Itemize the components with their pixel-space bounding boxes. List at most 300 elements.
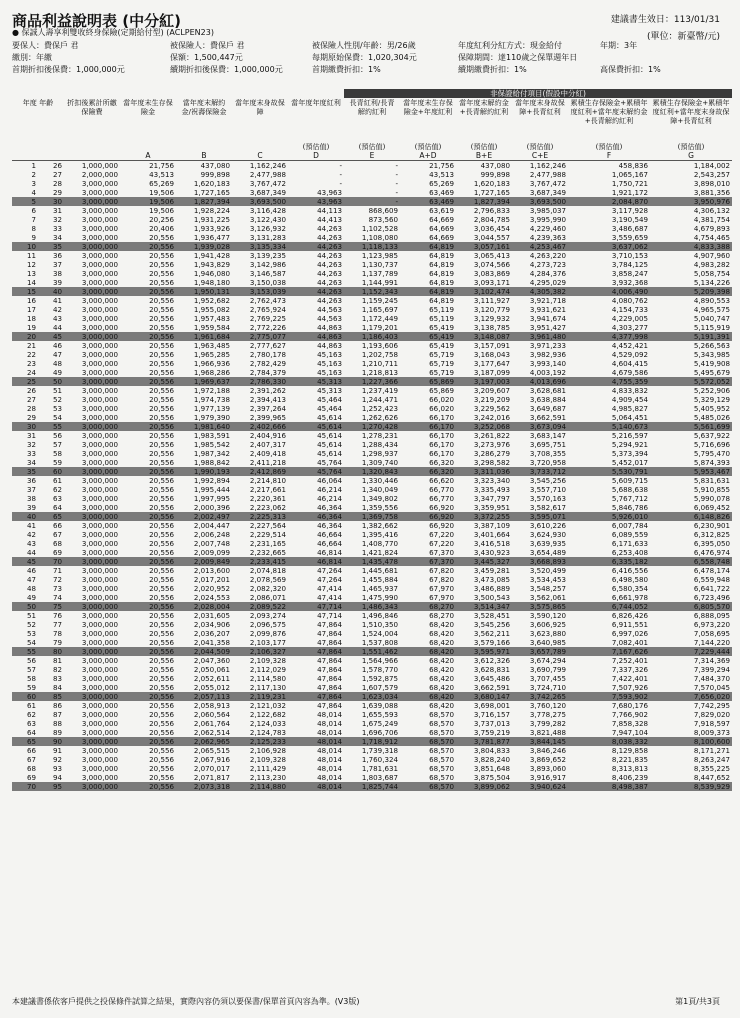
value-cell: 64,669: [429, 233, 454, 242]
value-cell: 66,020: [429, 395, 454, 404]
value-cell: 3,044,557: [473, 233, 510, 242]
policy-year-cell: 29: [26, 413, 36, 422]
value-cell: 7,484,370: [693, 674, 730, 683]
value-cell: 3,000,000: [81, 476, 118, 485]
column-letter: C: [257, 151, 263, 160]
value-cell: 3,649,687: [529, 404, 566, 413]
value-cell: 65,269: [429, 179, 454, 188]
age-cell: 43: [52, 314, 62, 323]
value-cell: 1,486,343: [344, 602, 400, 611]
value-cell: 1,992,894: [193, 476, 230, 485]
value-cell: 2,052,611: [193, 674, 230, 683]
age-cell: 87: [52, 710, 62, 719]
value-cell: 3,579,166: [473, 638, 510, 647]
value-cell: 45,464: [317, 395, 342, 404]
policy-year-cell: 70: [12, 782, 38, 791]
value-cell: 5,064,451: [611, 413, 648, 422]
value-cell: 3,000,000: [81, 260, 118, 269]
value-cell: 4,983,282: [693, 260, 730, 269]
value-cell: 3,372,255: [456, 512, 512, 521]
value-cell: 47,864: [317, 665, 342, 674]
value-cell: 46,814: [288, 557, 344, 566]
value-cell: 45,764: [288, 467, 344, 476]
age-cell: 29: [52, 188, 62, 197]
value-cell: 5,795,470: [693, 449, 730, 458]
value-cell: 66,770: [429, 485, 454, 494]
policy-year-cell: 8: [31, 224, 36, 233]
value-cell: 20,556: [149, 368, 174, 377]
policy-year-cell: 31: [26, 431, 36, 440]
value-cell: 63,469: [429, 188, 454, 197]
value-cell: 2,070,017: [193, 764, 230, 773]
value-cell: 6,888,095: [693, 611, 730, 620]
value-cell: 3,720,958: [529, 458, 566, 467]
value-cell: 2,233,415: [232, 557, 288, 566]
value-cell: 20,556: [120, 782, 176, 791]
value-cell: 20,556: [120, 557, 176, 566]
value-cell: 3,000,000: [81, 359, 118, 368]
value-cell: 3,995,990: [529, 215, 566, 224]
value-cell: 1,939,028: [176, 242, 232, 251]
value-cell: 44,863: [317, 323, 342, 332]
table-row: [12, 305, 732, 314]
value-cell: 3,916,917: [529, 773, 566, 782]
value-cell: 68,420: [429, 683, 454, 692]
value-cell: 20,256: [149, 215, 174, 224]
column-letter: C+E: [531, 151, 549, 160]
policy-year-cell: 67: [26, 755, 36, 764]
value-cell: 3,637,062: [568, 242, 650, 251]
policy-year-cell: 32: [26, 440, 36, 449]
value-cell: 1,985,542: [193, 440, 230, 449]
table-row: [12, 251, 732, 260]
value-cell: 4,679,586: [611, 368, 648, 377]
value-cell: 2,117,130: [249, 683, 286, 692]
value-cell: 4,907,960: [693, 251, 730, 260]
value-cell: 2,071,817: [193, 773, 230, 782]
value-cell: 5,561,699: [650, 422, 732, 431]
value-cell: 7,167,626: [568, 647, 650, 656]
value-cell: 48,014: [288, 737, 344, 746]
value-cell: 1,827,394: [176, 197, 232, 206]
value-cell: 2,112,029: [249, 665, 286, 674]
table-row: [12, 260, 732, 269]
policy-year-cell: 64: [26, 728, 36, 737]
age-cell: 49: [52, 368, 62, 377]
value-cell: 4,890,553: [693, 296, 730, 305]
value-cell: 3,000,000: [81, 710, 118, 719]
table-row: [12, 332, 732, 341]
table-row: [12, 422, 732, 431]
value-cell: 20,556: [149, 539, 174, 548]
value-cell: 20,556: [149, 341, 174, 350]
value-cell: 46,664: [317, 530, 342, 539]
value-cell: 67,370: [429, 548, 454, 557]
policy-year-cell: 47: [26, 575, 36, 584]
value-cell: 20,556: [149, 278, 174, 287]
value-cell: 3,000,000: [81, 503, 118, 512]
value-cell: 3,624,930: [529, 530, 566, 539]
value-cell: 3,799,282: [529, 719, 566, 728]
value-cell: 2,078,569: [249, 575, 286, 584]
column-letter-row: [12, 151, 732, 161]
value-cell: 4,253,467: [512, 242, 568, 251]
value-cell: 3,687,349: [249, 188, 286, 197]
value-cell: 1,968,286: [193, 368, 230, 377]
value-cell: 20,556: [149, 629, 174, 638]
value-cell: 1,382,662: [361, 521, 398, 530]
age-cell: 73: [52, 584, 62, 593]
value-cell: 3,000,000: [81, 215, 118, 224]
value-cell: 47,264: [317, 566, 342, 575]
value-cell: 2,034,906: [193, 620, 230, 629]
value-cell: 2,106,928: [249, 746, 286, 755]
value-cell: 7,082,401: [611, 638, 648, 647]
age-cell: 90: [38, 737, 64, 746]
value-cell: 2,055,012: [193, 683, 230, 692]
value-cell: 1,966,936: [193, 359, 230, 368]
renew-discount-rate: 續期繳費折扣：1%: [458, 65, 527, 74]
value-cell: 20,556: [149, 431, 174, 440]
table-row: [12, 269, 732, 278]
value-cell: 2,031,605: [193, 611, 230, 620]
value-cell: 3,760,120: [529, 701, 566, 710]
value-cell: 67,220: [429, 539, 454, 548]
value-cell: 6,335,182: [568, 557, 650, 566]
value-cell: 3,941,674: [529, 314, 566, 323]
value-cell: -: [395, 170, 398, 179]
value-cell: 8,355,225: [693, 764, 730, 773]
value-cell: 47,864: [317, 629, 342, 638]
table-row: [12, 296, 732, 305]
value-cell: 1,524,004: [361, 629, 398, 638]
value-cell: 48,014: [317, 764, 342, 773]
age-cell: 84: [52, 683, 62, 692]
value-cell: 3,111,927: [473, 296, 510, 305]
value-cell: 3,921,718: [529, 296, 566, 305]
value-cell: 20,556: [149, 476, 174, 485]
value-cell: 3,628,831: [473, 665, 510, 674]
table-row: [12, 764, 732, 773]
value-cell: 5,495,679: [693, 368, 730, 377]
value-cell: 1,162,246: [249, 161, 286, 170]
value-cell: 6,558,748: [650, 557, 732, 566]
value-cell: 65,869: [400, 377, 456, 386]
value-cell: 20,556: [149, 638, 174, 647]
table-row: [12, 557, 732, 566]
column-header-row: [12, 98, 732, 142]
table-row: [12, 197, 732, 206]
estimate-label: [176, 142, 232, 151]
value-cell: 3,459,281: [473, 566, 510, 575]
value-cell: 1,974,738: [193, 395, 230, 404]
value-cell: 20,556: [149, 530, 174, 539]
value-cell: 66,770: [429, 494, 454, 503]
value-cell: 7,507,926: [611, 683, 648, 692]
value-cell: 43,513: [149, 170, 174, 179]
value-cell: 68,420: [429, 665, 454, 674]
value-cell: 1,977,139: [193, 404, 230, 413]
value-cell: 3,000,000: [64, 377, 120, 386]
value-cell: 2,093,274: [249, 611, 286, 620]
value-cell: 44,113: [317, 206, 342, 215]
value-cell: 3,000,000: [64, 647, 120, 656]
value-cell: 6,805,570: [650, 602, 732, 611]
value-cell: 3,311,036: [456, 467, 512, 476]
value-cell: 3,000,000: [81, 269, 118, 278]
value-cell: 68,420: [429, 629, 454, 638]
policy-year-cell: 18: [26, 314, 36, 323]
value-cell: 3,242,016: [473, 413, 510, 422]
age-cell: 70: [38, 557, 64, 566]
value-cell: 1,193,606: [361, 341, 398, 350]
value-cell: 8,447,652: [693, 773, 730, 782]
value-cell: 3,821,488: [529, 728, 566, 737]
value-cell: 3,940,624: [512, 782, 568, 791]
value-cell: 1,969,637: [176, 377, 232, 386]
value-cell: 3,000,000: [81, 629, 118, 638]
value-cell: 45,614: [317, 431, 342, 440]
value-cell: 3,784,125: [611, 260, 648, 269]
value-cell: 45,313: [317, 386, 342, 395]
value-cell: 7,570,045: [693, 683, 730, 692]
value-cell: 1,510,350: [361, 620, 398, 629]
value-cell: 6,559,948: [693, 575, 730, 584]
value-cell: 2,407,317: [249, 440, 286, 449]
column-letter: B: [201, 151, 207, 160]
age-cell: 53: [52, 404, 62, 413]
value-cell: 1,997,995: [193, 494, 230, 503]
value-cell: 64,819: [400, 287, 456, 296]
value-cell: 999,898: [480, 170, 510, 179]
value-cell: 3,557,710: [529, 485, 566, 494]
table-row: [12, 215, 732, 224]
table-row: [12, 548, 732, 557]
value-cell: 65,119: [429, 305, 454, 314]
estimate-label-row: [12, 142, 732, 151]
value-cell: 4,295,029: [529, 278, 566, 287]
table-row: [12, 413, 732, 422]
estimate-label: (預估值): [302, 142, 330, 151]
value-cell: 3,486,687: [611, 224, 648, 233]
value-cell: 2,786,330: [232, 377, 288, 386]
value-cell: 8,221,835: [611, 755, 648, 764]
value-cell: 3,534,453: [529, 575, 566, 584]
column-header: 累積生存保險金+累積年度紅利+當年度末解約金+長青解約紅利: [570, 98, 648, 125]
dividend-method: 年度紅利分紅方式：現金給付: [458, 41, 562, 50]
value-cell: 3,000,000: [81, 341, 118, 350]
value-cell: 2,006,248: [193, 530, 230, 539]
value-cell: 19,506: [149, 188, 174, 197]
age-cell: 89: [52, 728, 62, 737]
table-row: [12, 746, 732, 755]
column-header: 長青紅利/長青解約紅利: [349, 98, 395, 116]
value-cell: 2,412,869: [232, 467, 288, 476]
value-cell: 8,263,247: [693, 755, 730, 764]
value-cell: 1,330,446: [361, 476, 398, 485]
value-cell: 47,864: [317, 701, 342, 710]
value-cell: 5,716,696: [693, 440, 730, 449]
age-cell: 72: [52, 575, 62, 584]
value-cell: 2,229,514: [249, 530, 286, 539]
value-cell: 3,695,751: [529, 440, 566, 449]
value-cell: 2,004,447: [193, 521, 230, 530]
value-cell: 1,948,180: [193, 278, 230, 287]
value-cell: 4,909,454: [611, 395, 648, 404]
value-cell: 3,000,000: [81, 746, 118, 755]
value-cell: 3,950,976: [650, 197, 732, 206]
value-cell: 3,673,094: [512, 422, 568, 431]
value-cell: 3,781,877: [456, 737, 512, 746]
value-cell: 3,000,000: [81, 485, 118, 494]
value-cell: 1,278,231: [361, 431, 398, 440]
value-cell: 6,230,901: [693, 521, 730, 530]
value-cell: 3,139,235: [249, 251, 286, 260]
value-cell: 4,754,465: [693, 233, 730, 242]
age-cell: 69: [52, 548, 62, 557]
value-cell: 2,231,165: [249, 539, 286, 548]
value-cell: 5,266,563: [693, 341, 730, 350]
effective-date: 建議書生效日：113/01/31: [610, 15, 720, 25]
table-body: [12, 161, 732, 792]
value-cell: -: [339, 161, 342, 170]
column-letter: G: [688, 151, 694, 160]
first-discount-rate: 首期繳費折扣：1%: [312, 65, 381, 74]
age-cell: 46: [52, 341, 62, 350]
age-cell: 47: [52, 350, 62, 359]
value-cell: 3,000,000: [81, 179, 118, 188]
value-cell: 5,040,747: [693, 314, 730, 323]
value-cell: 19,506: [120, 197, 176, 206]
policy-year-cell: 3: [31, 179, 36, 188]
estimate-label: (預估值): [358, 142, 386, 151]
value-cell: 2,106,327: [232, 647, 288, 656]
value-cell: 67,970: [429, 584, 454, 593]
age-cell: 81: [52, 656, 62, 665]
value-cell: 1,981,640: [176, 422, 232, 431]
value-cell: 20,556: [149, 719, 174, 728]
value-cell: 6,416,556: [611, 566, 648, 575]
value-cell: 3,638,884: [529, 395, 566, 404]
value-cell: 1,959,584: [193, 323, 230, 332]
age-cell: 37: [52, 260, 62, 269]
value-cell: 1,144,991: [361, 278, 398, 287]
value-cell: 3,000,000: [81, 548, 118, 557]
value-cell: 2,099,876: [249, 629, 286, 638]
value-cell: 66,620: [429, 476, 454, 485]
value-cell: 1,931,225: [193, 215, 230, 224]
value-cell: 6,007,784: [611, 521, 648, 530]
value-cell: 44,263: [317, 260, 342, 269]
value-cell: 1,465,937: [361, 584, 398, 593]
value-cell: 1,369,758: [344, 512, 400, 521]
value-cell: 3,430,923: [473, 548, 510, 557]
value-cell: 1,739,318: [361, 746, 398, 755]
value-cell: 2,411,218: [249, 458, 286, 467]
value-cell: 5,373,394: [611, 449, 648, 458]
value-cell: 3,683,147: [529, 431, 566, 440]
value-cell: 46,364: [288, 512, 344, 521]
value-cell: 5,115,919: [693, 323, 730, 332]
value-cell: 64,819: [429, 296, 454, 305]
value-cell: 3,000,000: [81, 674, 118, 683]
policy-year-cell: 44: [26, 548, 36, 557]
policy-year-cell: 56: [26, 656, 36, 665]
value-cell: 2,013,600: [193, 566, 230, 575]
table-row: [12, 161, 732, 171]
value-cell: 2,007,748: [193, 539, 230, 548]
value-cell: 3,000,000: [64, 242, 120, 251]
value-cell: 5,134,226: [693, 278, 730, 287]
value-cell: 3,486,889: [473, 584, 510, 593]
table-row: [12, 314, 732, 323]
value-cell: 4,263,220: [529, 251, 566, 260]
value-cell: 20,406: [149, 224, 174, 233]
age-cell: 93: [52, 764, 62, 773]
value-cell: 3,219,209: [473, 395, 510, 404]
value-cell: 66,320: [429, 458, 454, 467]
value-cell: 45,614: [288, 422, 344, 431]
policy-year-cell: 35: [12, 467, 38, 476]
value-cell: 3,639,935: [529, 539, 566, 548]
value-cell: 20,556: [149, 548, 174, 557]
value-cell: 6,997,026: [611, 629, 648, 638]
table-row: [12, 674, 732, 683]
value-cell: 46,364: [317, 503, 342, 512]
value-cell: 20,556: [149, 674, 174, 683]
applicant: 要保人：費保戶 君: [12, 41, 79, 50]
value-cell: 20,556: [149, 773, 174, 782]
value-cell: 1,137,789: [361, 269, 398, 278]
value-cell: 5,452,017: [611, 458, 648, 467]
value-cell: 1,421,824: [361, 548, 398, 557]
value-cell: 3,000,000: [81, 323, 118, 332]
value-cell: 2,041,358: [193, 638, 230, 647]
value-cell: 4,003,192: [529, 368, 566, 377]
value-cell: 7,399,294: [693, 665, 730, 674]
value-cell: 3,000,000: [64, 422, 120, 431]
table-row: [12, 602, 732, 611]
value-cell: 5,294,921: [611, 440, 648, 449]
value-cell: 2,114,880: [232, 782, 288, 791]
age-cell: 76: [52, 611, 62, 620]
insured-sex-age: 被保險人性別/年齡：男/26歲: [312, 41, 416, 50]
value-cell: 20,556: [149, 611, 174, 620]
value-cell: 1,928,224: [193, 206, 230, 215]
value-cell: 1,252,423: [361, 404, 398, 413]
value-cell: 1,607,579: [361, 683, 398, 692]
value-cell: 2,114,580: [249, 674, 286, 683]
value-cell: 44,263: [317, 224, 342, 233]
value-cell: 6,498,580: [611, 575, 648, 584]
value-cell: 20,556: [149, 593, 174, 602]
value-cell: 20,556: [149, 683, 174, 692]
value-cell: 1,445,681: [361, 566, 398, 575]
table-row: [12, 278, 732, 287]
value-cell: 67,220: [429, 530, 454, 539]
value-cell: 5,329,129: [693, 395, 730, 404]
value-cell: 3,931,621: [529, 305, 566, 314]
value-cell: 3,000,000: [81, 656, 118, 665]
value-cell: 2,402,666: [232, 422, 288, 431]
value-cell: 64,819: [429, 251, 454, 260]
value-cell: 20,556: [149, 323, 174, 332]
value-cell: 1,179,201: [361, 323, 398, 332]
value-cell: 3,844,145: [512, 737, 568, 746]
value-cell: 2,217,661: [249, 485, 286, 494]
column-header: 當年度末解約金+長青解約紅利: [459, 98, 509, 116]
age-cell: 52: [52, 395, 62, 404]
